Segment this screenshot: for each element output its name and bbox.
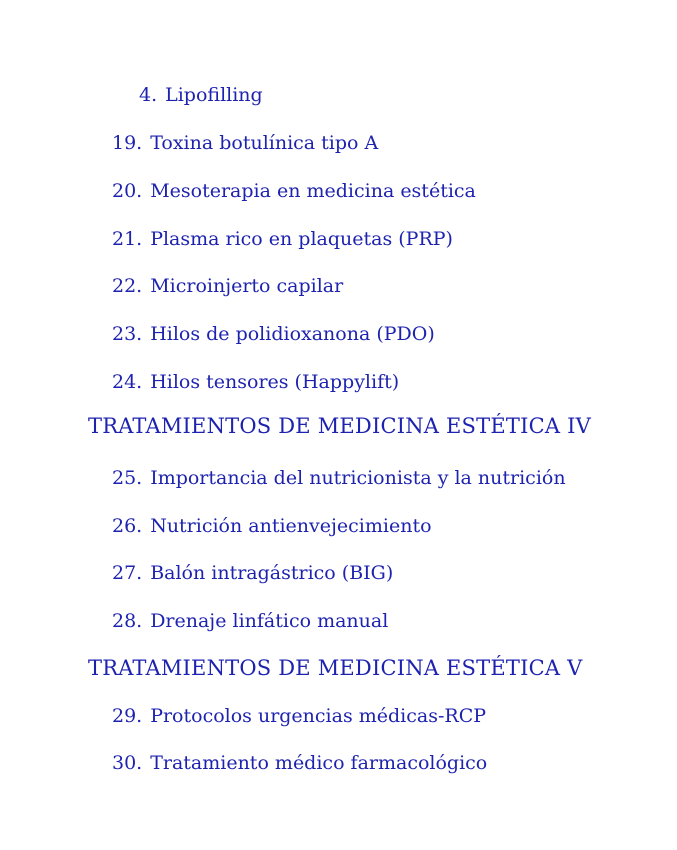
toc-entry-30[interactable] [112, 753, 487, 775]
toc-entry-title: Lipofilling [165, 84, 263, 106]
toc-entry-title: Importancia del nutricionista y la nutrición [150, 467, 566, 489]
toc-entry-22[interactable] [112, 276, 343, 298]
toc-entry-number: 25. [112, 467, 143, 489]
toc-entry-title: Toxina botulínica tipo A [150, 132, 379, 154]
toc-entry-title: Microinjerto capilar [150, 275, 344, 297]
toc-entry-title: Tratamiento médico farmacológico [150, 752, 488, 774]
toc-entry-title: Drenaje linfático manual [150, 610, 389, 632]
toc-entry-28[interactable] [112, 611, 388, 633]
toc-entry-19[interactable] [112, 133, 378, 155]
toc-entry-title: Plasma rico en plaquetas (PRP) [150, 228, 453, 250]
toc-entry-25[interactable] [112, 468, 566, 490]
toc-entry-number: 21. [112, 228, 143, 250]
toc-entry-title: Hilos de polidioxanona (PDO) [150, 323, 435, 345]
toc-entry-number: 26. [112, 515, 143, 537]
toc-entry-number: 22. [112, 275, 143, 297]
toc-entry-number: 24. [112, 371, 143, 393]
toc-entry-number: 30. [112, 752, 143, 774]
toc-section-title: TRATAMIENTOS DE MEDICINA ESTÉTICA IV [88, 414, 591, 438]
toc-entry-number: 19. [112, 132, 143, 154]
toc-entry-20[interactable] [112, 181, 476, 203]
toc-entry-27[interactable] [112, 563, 393, 585]
toc-entry-number: 27. [112, 562, 143, 584]
toc-entry-title: Balón intragástrico (BIG) [150, 562, 394, 584]
toc-section-title: TRATAMIENTOS DE MEDICINA ESTÉTICA V [88, 656, 583, 680]
toc-section-heading-tratamientos-v[interactable] [88, 656, 582, 680]
toc-section-heading-tratamientos-iv[interactable] [88, 414, 591, 438]
toc-entry-number: 23. [112, 323, 143, 345]
toc-entry-26[interactable] [112, 516, 432, 538]
toc-entry-title: Mesoterapia en medicina estética [150, 180, 476, 202]
toc-entry-number: 20. [112, 180, 143, 202]
toc-entry-number: 29. [112, 705, 143, 727]
toc-entry-24[interactable] [112, 372, 399, 394]
toc-entry-title: Nutrición antienvejecimiento [150, 515, 432, 537]
toc-entry-23[interactable] [112, 324, 435, 346]
toc-entry-title: Protocolos urgencias médicas-RCP [150, 705, 487, 727]
toc-entry-title: Hilos tensores (Happylift) [150, 371, 400, 393]
toc-entry-number: 28. [112, 610, 143, 632]
toc-entry-21[interactable] [112, 229, 453, 251]
toc-entry-4[interactable] [139, 85, 263, 107]
toc-entry-number: 4. [139, 84, 158, 106]
toc-entry-29[interactable] [112, 706, 486, 728]
